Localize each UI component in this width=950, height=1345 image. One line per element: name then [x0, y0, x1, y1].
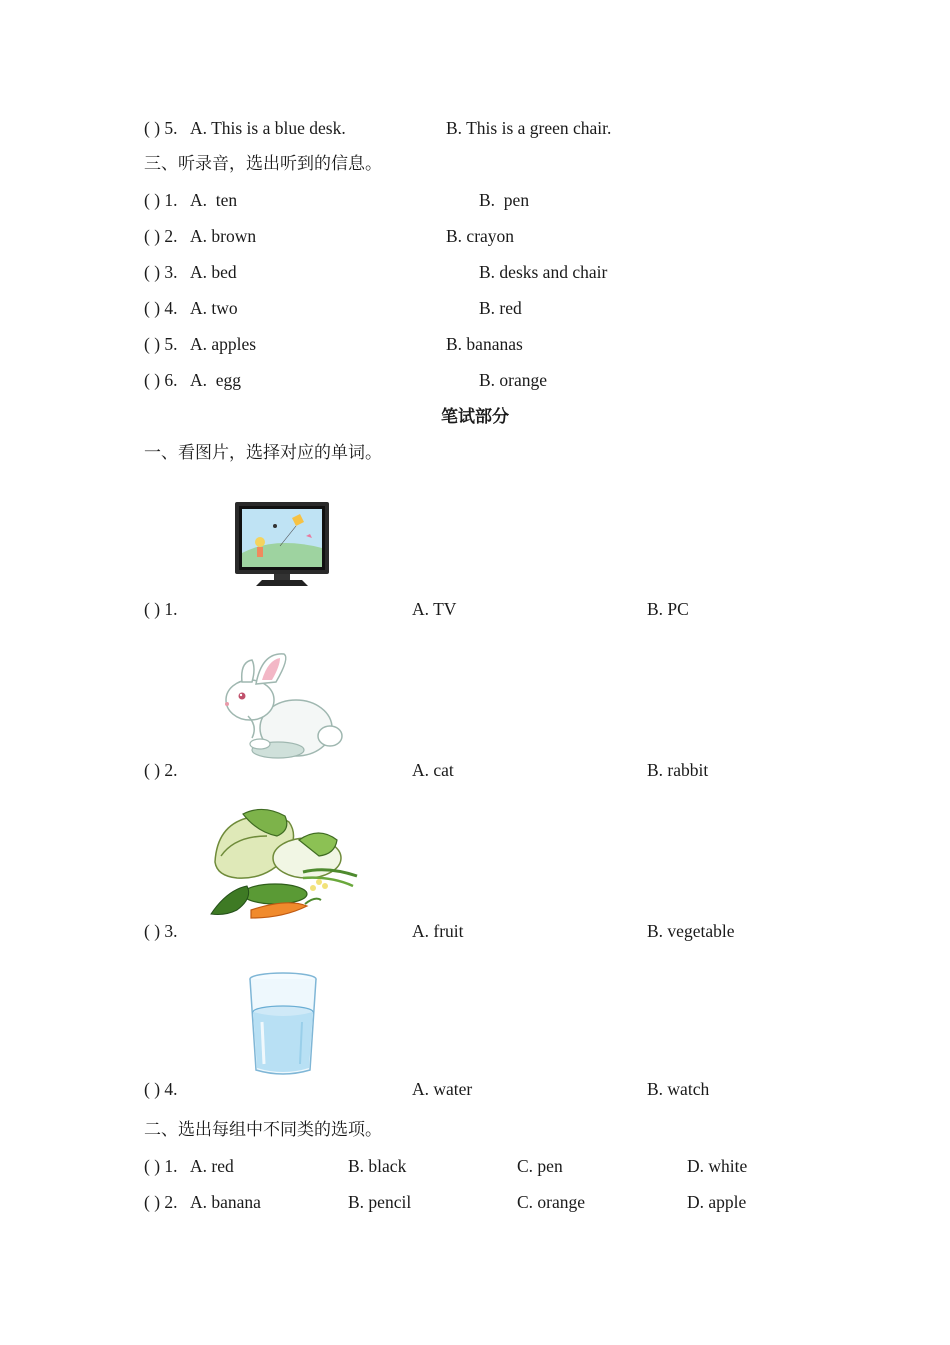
- option-a: A. ten: [190, 190, 238, 210]
- option-b: B. desks and chair: [479, 262, 608, 282]
- vegetables-picture: [207, 806, 359, 920]
- option-b: B. red: [479, 298, 522, 318]
- option-d: D. white: [687, 1156, 748, 1176]
- question-number: ( ) 3.: [144, 921, 178, 941]
- option-a: A. water: [412, 1079, 473, 1099]
- question-number: ( ) 2.: [144, 760, 178, 780]
- option-b: B. pen: [479, 190, 530, 210]
- option-d: D. apple: [687, 1192, 747, 1212]
- section-heading-text: 二、选出每组中不同类的选项。: [144, 1120, 382, 1140]
- question-number: ( ) 1.: [144, 599, 178, 619]
- section-heading-text: 一、看图片，选择对应的单词。: [144, 443, 382, 463]
- question-row: [0, 331, 950, 357]
- question-row: [0, 1076, 950, 1102]
- question-row: [0, 367, 950, 393]
- question-number: ( ) 5.: [144, 118, 178, 138]
- option-b: B. pencil: [348, 1192, 412, 1212]
- option-b: B. crayon: [446, 226, 515, 246]
- question-number: ( ) 1.: [144, 1156, 178, 1176]
- option-b: B. orange: [479, 370, 548, 390]
- option-a: A. banana: [190, 1192, 261, 1212]
- question-row: [0, 295, 950, 321]
- question-row: [0, 596, 950, 622]
- television-picture: [230, 498, 334, 590]
- option-a: A. apples: [190, 334, 257, 354]
- glass-of-water-picture: [246, 970, 320, 1080]
- question-number: ( ) 6.: [144, 370, 178, 390]
- option-b: B. PC: [647, 599, 689, 619]
- question-number: ( ) 1.: [144, 190, 178, 210]
- option-c: C. orange: [517, 1192, 586, 1212]
- option-a: A. cat: [412, 760, 454, 780]
- question-row: [0, 223, 950, 249]
- rabbit-picture: [218, 648, 348, 764]
- question-number: ( ) 4.: [144, 1079, 178, 1099]
- option-a: A. two: [190, 298, 238, 318]
- question-row: [0, 187, 950, 213]
- option-a: A. brown: [190, 226, 257, 246]
- option-a: A. bed: [190, 262, 237, 282]
- question-number: ( ) 3.: [144, 262, 178, 282]
- question-row: [0, 1189, 950, 1215]
- option-b: B. watch: [647, 1079, 710, 1099]
- option-b: B. This is a green chair.: [446, 118, 612, 138]
- option-a: A. egg: [190, 370, 242, 390]
- option-a: A. fruit: [412, 921, 464, 941]
- question-row: [0, 918, 950, 944]
- question-row: [0, 757, 950, 783]
- written-part-title: 笔试部分: [441, 407, 509, 427]
- option-b: B. vegetable: [647, 921, 735, 941]
- question-row: [0, 259, 950, 285]
- section-heading-text: 三、听录音，选出听到的信息。: [144, 154, 382, 174]
- option-a: A. TV: [412, 599, 457, 619]
- option-b: B. bananas: [446, 334, 523, 354]
- section-heading: [0, 151, 950, 177]
- option-c: C. pen: [517, 1156, 563, 1176]
- question-number: ( ) 5.: [144, 334, 178, 354]
- question-number: ( ) 4.: [144, 298, 178, 318]
- option-b: B. black: [348, 1156, 407, 1176]
- question-row: [0, 1153, 950, 1179]
- question-number: ( ) 2.: [144, 1192, 178, 1212]
- option-a: A. red: [190, 1156, 234, 1176]
- section-heading: [0, 440, 950, 466]
- option-b: B. rabbit: [647, 760, 709, 780]
- question-row: [0, 115, 950, 141]
- option-a: A. This is a blue desk.: [190, 118, 346, 138]
- section-heading: [0, 1117, 950, 1143]
- question-number: ( ) 2.: [144, 226, 178, 246]
